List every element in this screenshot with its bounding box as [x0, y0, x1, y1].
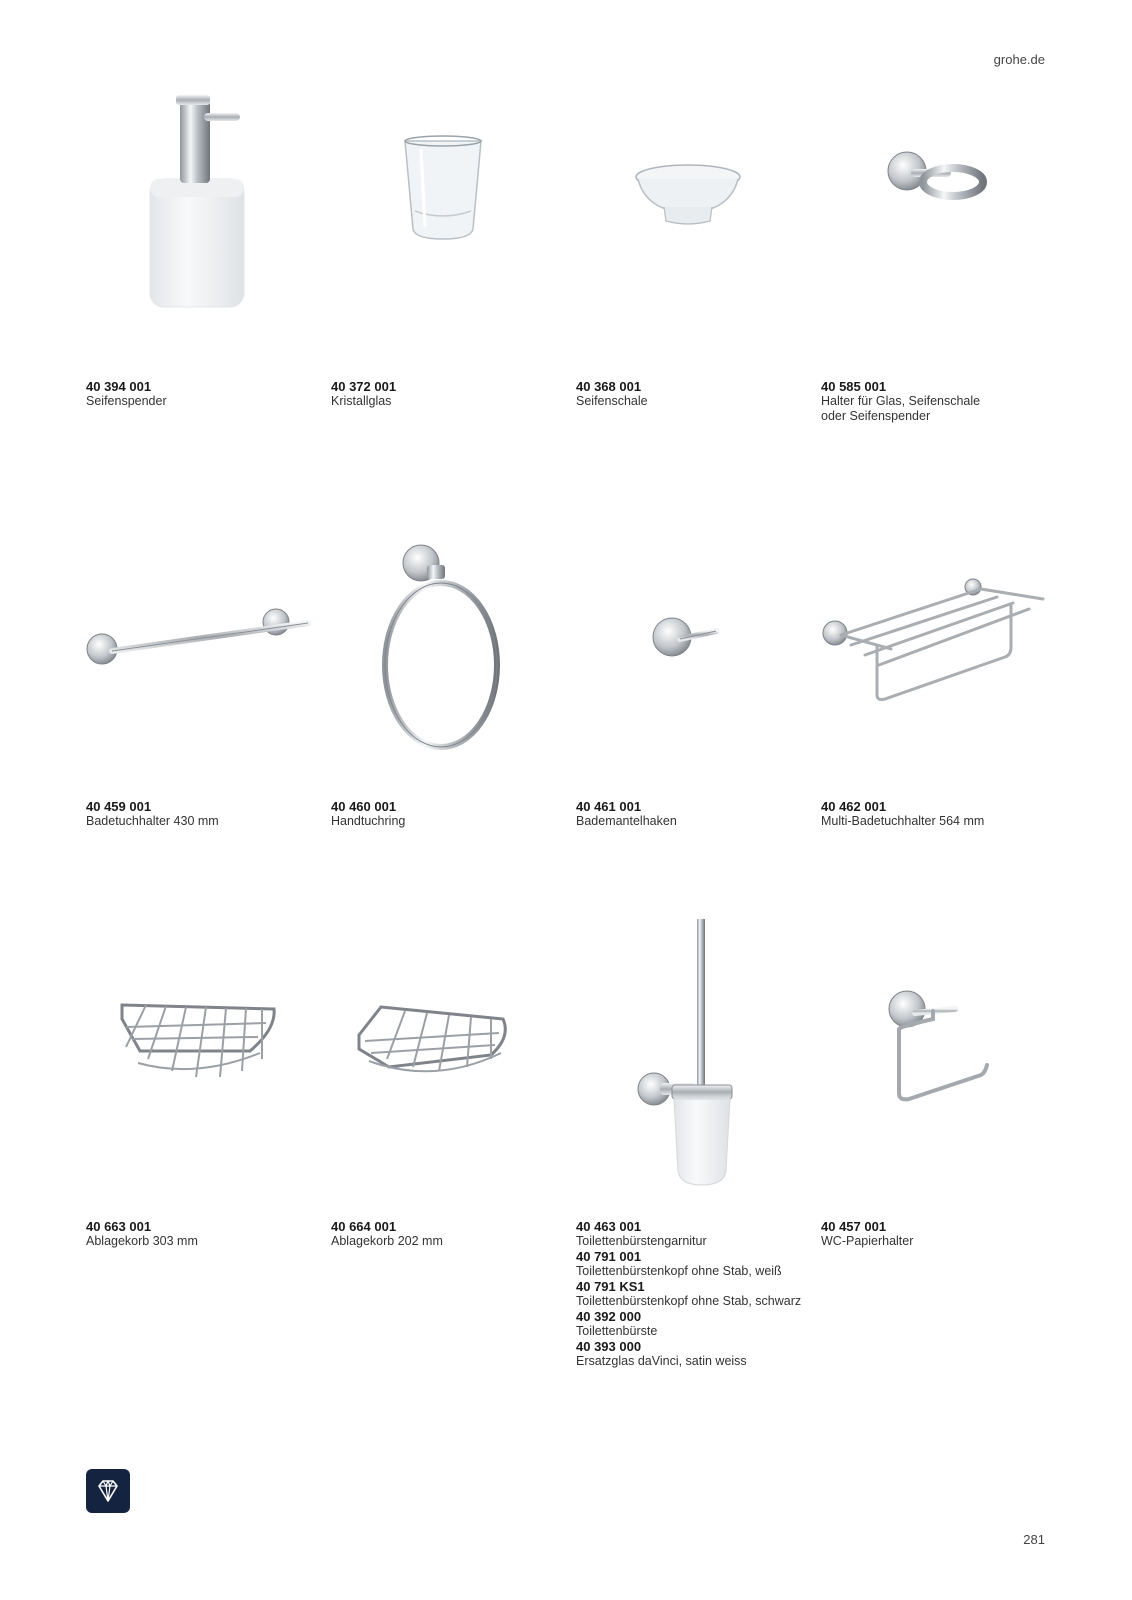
product-bath-towel-bar[interactable] [86, 799, 326, 829]
product-description: Seifenschale [576, 394, 648, 408]
product-description: Bademantelhaken [576, 814, 677, 828]
product-soap-dish[interactable] [576, 379, 816, 409]
toilet-paper-holder-image [821, 919, 1061, 1219]
product-corner-basket-202[interactable] [331, 1219, 571, 1249]
crystal-glass-image [331, 79, 571, 379]
product-code: 40 457 001 [821, 1219, 887, 1234]
product-holder[interactable] [821, 379, 1061, 424]
product-code: 40 394 001 [86, 379, 152, 394]
toilet-brush-set-image [576, 919, 816, 1219]
product-multi-towel-rack[interactable] [821, 799, 1061, 829]
product-crystal-glass[interactable] [331, 379, 571, 409]
product-description: Handtuchring [331, 814, 406, 828]
soap-dispenser-image [86, 79, 326, 379]
product-description: Toilettenbürstengarnitur [576, 1234, 707, 1248]
towel-ring-image [331, 499, 571, 799]
product-description: Ablagekorb 202 mm [331, 1234, 443, 1248]
product-code: 40 664 001 [331, 1219, 397, 1234]
holder-image [821, 79, 1061, 379]
product-description: WC-Papierhalter [821, 1234, 914, 1248]
product-code-extra: 40 791 001 [576, 1249, 642, 1264]
product-towel-ring[interactable] [331, 799, 571, 829]
robe-hook-image [576, 499, 816, 799]
product-description: Badetuchhalter 430 mm [86, 814, 219, 828]
site-url[interactable]: grohe.de [993, 52, 1045, 67]
product-code: 40 462 001 [821, 799, 887, 814]
product-code-extra: 40 393 000 [576, 1339, 642, 1354]
product-toilet-brush-set[interactable] [576, 1219, 816, 1369]
product-code: 40 461 001 [576, 799, 642, 814]
diamond-icon [93, 1476, 123, 1506]
product-description-line2: oder Seifenspender [821, 409, 931, 423]
soap-dish-image [576, 79, 816, 379]
product-description: Multi-Badetuchhalter 564 mm [821, 814, 985, 828]
product-code: 40 460 001 [331, 799, 397, 814]
product-code: 40 585 001 [821, 379, 887, 394]
product-description: Ablagekorb 303 mm [86, 1234, 198, 1248]
product-robe-hook[interactable] [576, 799, 816, 829]
product-code: 40 368 001 [576, 379, 642, 394]
diamond-badge [86, 1469, 130, 1513]
product-description: Halter für Glas, Seifenschale [821, 394, 981, 408]
product-soap-dispenser[interactable] [86, 379, 326, 409]
product-description-extra: Toilettenbürstenkopf ohne Stab, schwarz [576, 1294, 802, 1308]
product-code: 40 463 001 [576, 1219, 642, 1234]
corner-basket-202-image [331, 919, 571, 1219]
product-code: 40 459 001 [86, 799, 152, 814]
multi-towel-rack-image [821, 499, 1061, 799]
product-code: 40 372 001 [331, 379, 397, 394]
product-description-extra: Toilettenbürstenkopf ohne Stab, weiß [576, 1264, 782, 1278]
product-description: Kristallglas [331, 394, 392, 408]
page-number: 281 [1023, 1532, 1045, 1547]
bath-towel-bar-image [86, 499, 326, 799]
corner-basket-303-image [86, 919, 326, 1219]
product-code-extra: 40 392 000 [576, 1309, 642, 1324]
product-code: 40 663 001 [86, 1219, 152, 1234]
product-toilet-paper-holder[interactable] [821, 1219, 1061, 1249]
product-description: Seifenspender [86, 394, 167, 408]
product-description-extra: Toilettenbürste [576, 1324, 658, 1338]
product-code-extra: 40 791 KS1 [576, 1279, 645, 1294]
product-corner-basket-303[interactable] [86, 1219, 326, 1249]
product-description-extra: Ersatzglas daVinci, satin weiss [576, 1354, 747, 1368]
